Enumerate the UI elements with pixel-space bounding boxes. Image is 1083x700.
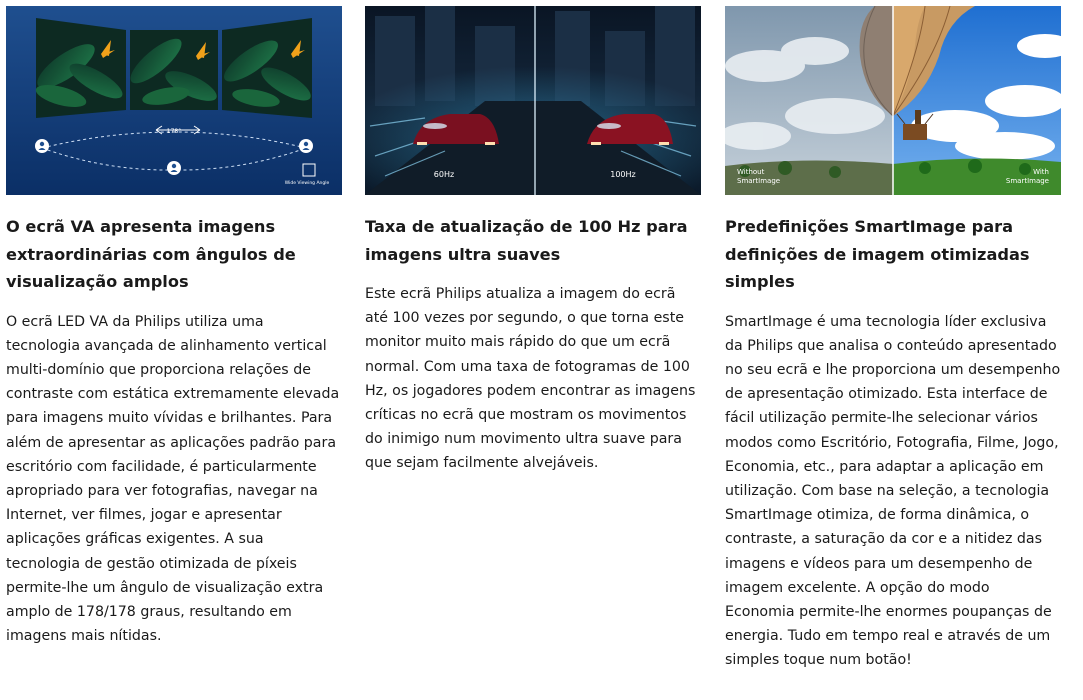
feature-description: O ecrã LED VA da Philips utiliza uma tecnologia avançada de alinhamento vertical multi-domínio que proporciona relações de contraste com estática extremamente elevada para imagens muito vívidas e brilhantes. Para além de apresentar as aplicações padrão para escritório com facilidade, é particularmente apropriado para ver fotografias, navegar na Internet, ver filmes, jogar e apresentar aplicações gráficas exigentes. A sua tecnologia de gestão otimizada de píxeis permite-lhe um ângulo de visualização extra amplo de 178/178 graus, resultando em imagens mais nítidas. — [6, 313, 340, 645]
refresh-rate-comparison-image — [365, 6, 701, 195]
svg-text:178°: 178° — [166, 128, 182, 135]
svg-text:60Hz: 60Hz — [433, 170, 455, 179]
svg-text:Wide Viewing Angle: Wide Viewing Angle — [284, 181, 330, 186]
va-viewing-angle-image — [6, 6, 342, 195]
smartimage-balloon-image — [725, 6, 1061, 195]
feature-title: O ecrã VA apresenta imagens extraordinárias com ângulos de visualização amplos — [6, 217, 296, 291]
feature-card-100hz — [365, 6, 701, 476]
svg-text:WithoutSmartImage: Without SmartImage — [737, 168, 781, 185]
feature-card-smartimage — [725, 6, 1061, 673]
feature-description: Este ecrã Philips atualiza a imagem do ecrã até 100 vezes por segundo, o que torna este monitor muito mais rápido do que um ecrã normal. Com uma taxa de fotogramas de 100 Hz, os jogadores podem encontrar as imagens críticas no ecrã que mostram os movimentos do inimigo num movimento ultra suave para que sejam facilmente alvejáveis. — [365, 286, 696, 472]
svg-text:WithSmartImage: With SmartImage — [1005, 168, 1049, 185]
feature-description: SmartImage é uma tecnologia líder exclusiva da Philips que analisa o conteúdo apresentado no seu ecrã e lhe proporciona um desempenho de apresentação otimizado. Esta interface de fácil utilização permite-lhe selecionar vários modos como Escritório, Fotografia, Filme, Jogo, Economia, etc., para adaptar a aplicação em utilização. Com base na seleção, a tecnologia SmartImage otimiza, de forma dinâmica, o contraste, a saturação da cor e a nitidez das imagens e vídeos para um desempenho de imagem excelente. A opção do modo Economia permite-lhe enormes poupanças de energia. Tudo em tempo real e através de um simples toque num botão! — [725, 313, 1061, 669]
feature-card-va-display — [6, 6, 342, 648]
feature-title: Taxa de atualização de 100 Hz para imagens ultra suaves — [365, 217, 688, 264]
feature-title: Predefinições SmartImage para definições de imagem otimizadas simples — [725, 217, 1030, 291]
svg-text:100Hz: 100Hz — [610, 170, 636, 179]
